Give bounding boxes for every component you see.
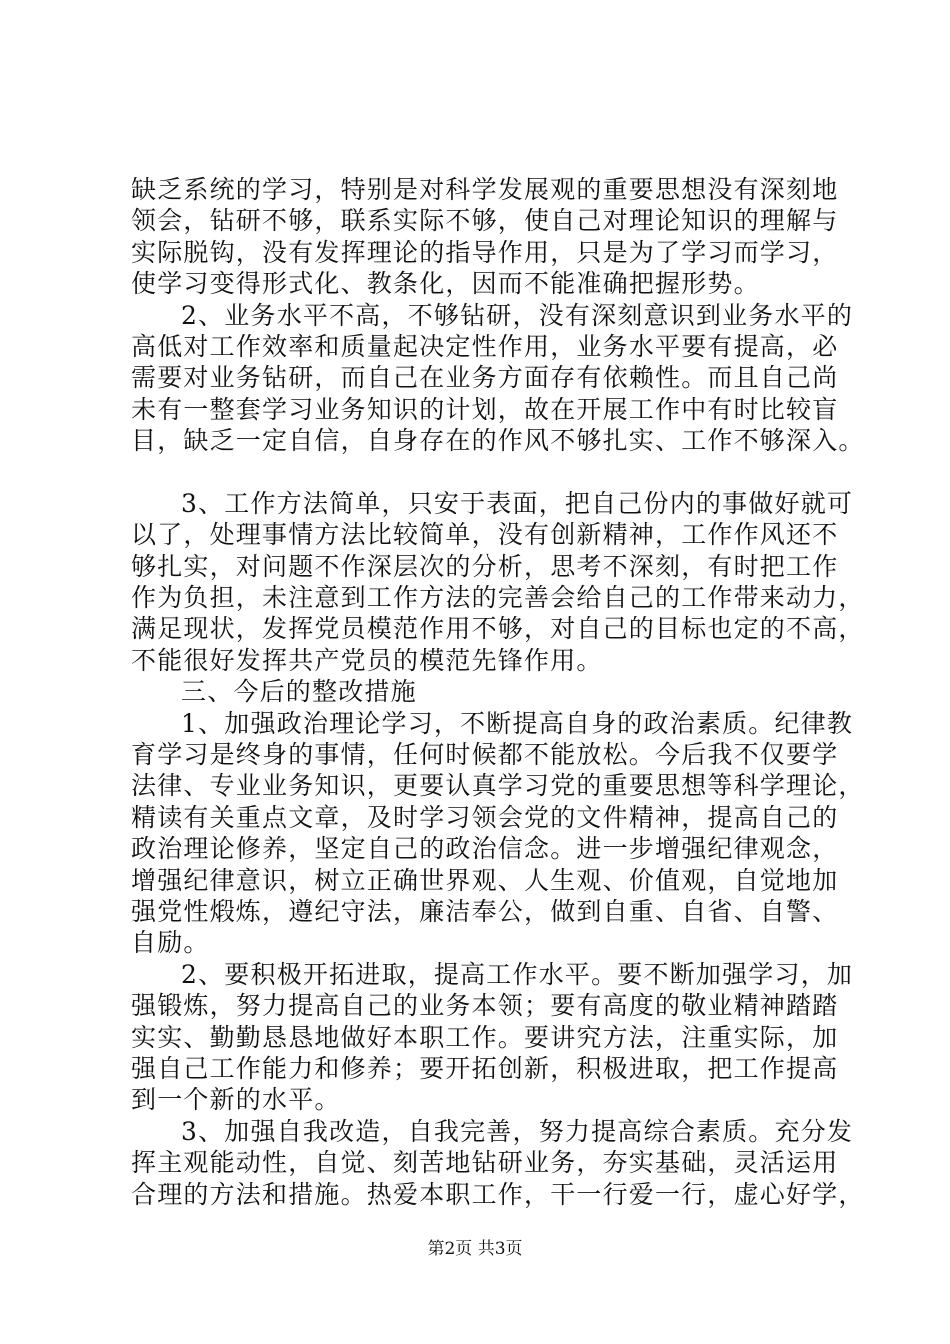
text-line: 强锻炼，努力提高自己的业务本领；要有高度的敬业精神踏踏 (131, 991, 839, 1021)
text-line: 2、要积极开拓进取，提高工作水平。要不断加强学习，加 (181, 959, 854, 989)
text-line: 目，缺乏一定自信，自身存在的作风不够扎实、工作不够深入。 (131, 426, 865, 456)
text-line: 强党性煅炼，遵纪守法，廉洁奉公，做到自重、自省、自警、 (131, 896, 839, 926)
text-line: 实际脱钩，没有发挥理论的指导作用，只是为了学习而学习， (131, 237, 839, 267)
text-line: 以了，处理事情方法比较简单，没有创新精神，工作作风还不 (131, 520, 839, 550)
text-line: 3、工作方法简单，只安于表面，把自己份内的事做好就可 (181, 488, 854, 518)
text-line: 作为负担，未注意到工作方法的完善会给自己的工作带来动力， (131, 583, 865, 613)
text-line: 不能很好发挥共产党员的模范先锋作用。 (131, 645, 603, 675)
text-line: 政治理论修养，坚定自己的政治信念。进一步增强纪律观念， (131, 834, 839, 864)
text-line: 缺乏系统的学习，特别是对科学发展观的重要思想没有深刻地 (131, 175, 839, 204)
text-line: 高低对工作效率和质量起决定性作用，业务水平要有提高，必 (131, 331, 839, 361)
blank-line (131, 457, 833, 488)
document-body (131, 174, 865, 1210)
text-line: 实实、勤勤恳恳地做好本职工作。要讲究方法，注重实际，加 (131, 1022, 839, 1052)
text-line: 增强纪律意识，树立正确世界观、人生观、价值观，自觉地加 (131, 865, 839, 895)
text-line: 精读有关重点文章，及时学习领会党的文件精神，提高自己的 (131, 802, 839, 832)
text-line: 法律、专业业务知识，更要认真学习党的重要思想等科学理论， (131, 771, 865, 801)
text-line: 育学习是终身的事情，任何时候都不能放松。今后我不仅要学 (131, 740, 839, 770)
text-line: 够扎实，对问题不作深层次的分析，思考不深刻，有时把工作 (131, 551, 839, 581)
page-footer: 第2页 共3页 (427, 1239, 523, 1259)
text-line: 3、加强自我改造，自我完善，努力提高综合素质。充分发 (181, 1116, 854, 1146)
text-line: 自励。 (131, 928, 210, 958)
text-line: 使学习变得形式化、教条化，因而不能准确把握形势。 (131, 269, 760, 299)
text-line: 领会，钻研不够，联系实际不够，使自己对理论知识的理解与 (131, 206, 839, 236)
text-line: 满足现状，发挥党员模范作用不够，对自己的目标也定的不高， (131, 614, 865, 644)
text-line: 到一个新的水平。 (131, 1085, 341, 1115)
text-line: 需要对业务钻研，而自己在业务方面存有依赖性。而且自己尚 (131, 363, 839, 393)
text-line: 强自己工作能力和修养；要开拓创新，积极进取，把工作提高 (131, 1053, 839, 1083)
text-line: 三、今后的整改措施 (181, 677, 417, 707)
text-line: 1、加强政治理论学习，不断提高自身的政治素质。纪律教 (181, 708, 854, 738)
text-line: 挥主观能动性，自觉、刻苦地钻研业务，夯实基础，灵活运用 (131, 1148, 839, 1178)
text-line: 未有一整套学习业务知识的计划，故在开展工作中有时比较盲 (131, 394, 839, 424)
text-line: 合理的方法和措施。热爱本职工作，干一行爱一行，虚心好学， (131, 1179, 865, 1209)
text-line: 2、业务水平不高，不够钻研，没有深刻意识到业务水平的 (181, 300, 854, 330)
